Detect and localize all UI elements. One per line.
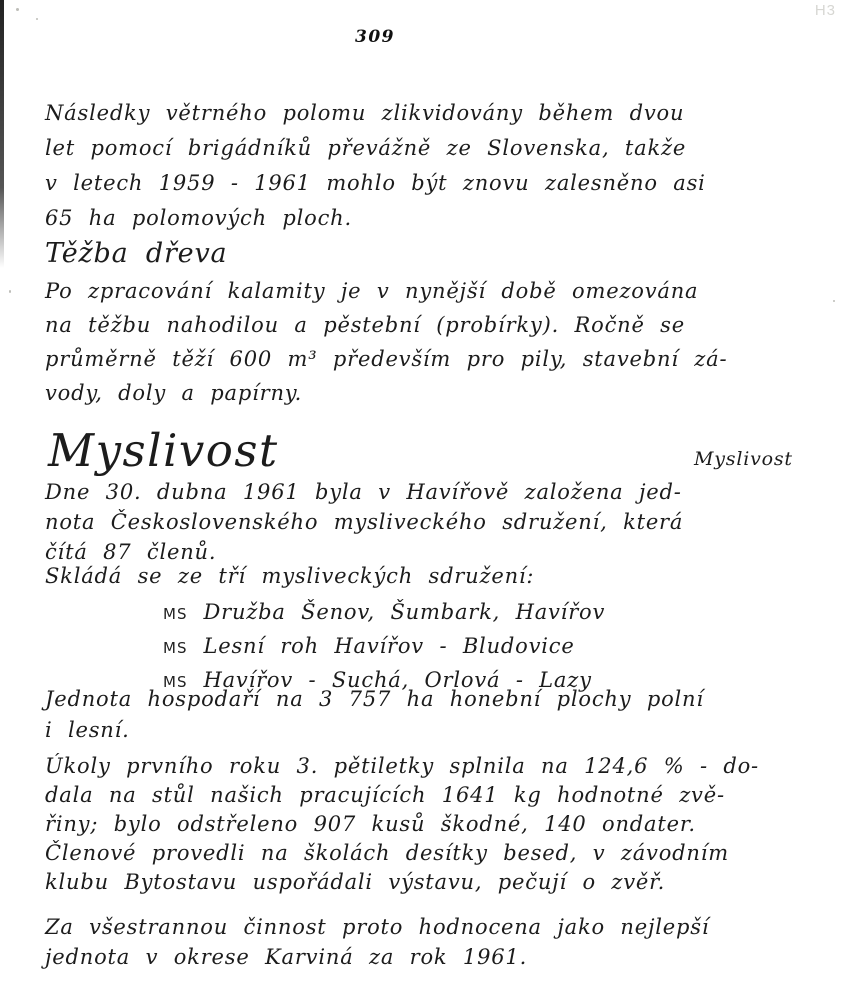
ms-prefix-label: MS [163, 673, 188, 691]
text-line: Úkoly prvního roku 3. pětiletky splnila na 124,6 % - do- [45, 754, 759, 778]
ms-list-intro-line: Skládá se ze tří mysliveckých sdružení: [45, 564, 535, 588]
text-line: v letech 1959 - 1961 mohlo být znovu zalesněno asi [45, 171, 706, 195]
section-heading-myslivost: Myslivost [48, 424, 279, 477]
text-line: dala na stůl našich pracujících 1641 kg hodnotné zvě- [45, 783, 725, 807]
ms-list-item [163, 596, 605, 630]
text-line: Dne 30. dubna 1961 byla v Havířově založena jed- [45, 480, 682, 504]
scan-speck [833, 300, 835, 302]
text-line: vody, doly a papírny. [45, 381, 303, 405]
corner-pencil-mark: H3 [814, 2, 836, 19]
ms-prefix-label: MS [163, 605, 188, 623]
scan-speck [36, 18, 38, 20]
text-line: let pomocí brigádníků převážně ze Slovenska, takže [45, 136, 687, 160]
margin-note-myslivost: Myslivost [694, 448, 793, 470]
founding-paragraph [45, 477, 683, 567]
text-line: Po zpracování kalamity je v nynější době omezována [45, 279, 699, 303]
ms-prefix-label: MS [163, 639, 188, 657]
scan-speck [16, 8, 19, 11]
area-paragraph [45, 684, 704, 746]
scan-edge-artifact [0, 0, 4, 268]
award-paragraph [45, 912, 709, 972]
tezba-paragraph [45, 274, 727, 410]
ms-association-list [163, 596, 605, 698]
text-line: i lesní. [45, 718, 130, 742]
ms-list-item [163, 630, 605, 664]
ms-item-text: Družba Šenov, Šumbark, Havířov [203, 600, 606, 624]
text-line: průměrně těží 600 m³ především pro pily, stavební zá- [45, 347, 728, 371]
text-line: Členové provedli na školách desítky besed, v závodním [45, 841, 729, 865]
text-line: řiny; bylo odstřeleno 907 kusů škodné, 140 ondater. [45, 812, 696, 836]
page-number: 309 [355, 27, 395, 47]
ms-item-text: Lesní roh Havířov - Bludovice [203, 634, 575, 658]
text-line: Následky větrného polomu zlikvidovány během dvou [45, 101, 685, 125]
text-line: klubu Bytostavu uspořádali výstavu, pečují o zvěř. [45, 870, 666, 894]
text-line: Jednota hospodaří na 3 757 ha honební plochy polní [45, 687, 704, 711]
text-line: Za všestrannou činnost proto hodnocena jako nejlepší [45, 915, 710, 939]
results-paragraph [45, 752, 759, 897]
ms-item-text: Havířov - Suchá, Orlová - Lazy [203, 668, 592, 692]
text-line: na těžbu nahodilou a pěstební (probírky). Ročně se [45, 313, 685, 337]
scan-speck [9, 290, 11, 293]
section-heading-tezba-dreva: Těžba dřeva [45, 238, 228, 269]
text-line: čítá 87 členů. [45, 540, 217, 564]
text-line: 65 ha polomových ploch. [45, 206, 352, 230]
text-line: jednota v okrese Karviná za rok 1961. [45, 945, 528, 969]
text-line: nota Československého mysliveckého sdružení, která [45, 510, 684, 534]
intro-paragraph [45, 96, 706, 236]
